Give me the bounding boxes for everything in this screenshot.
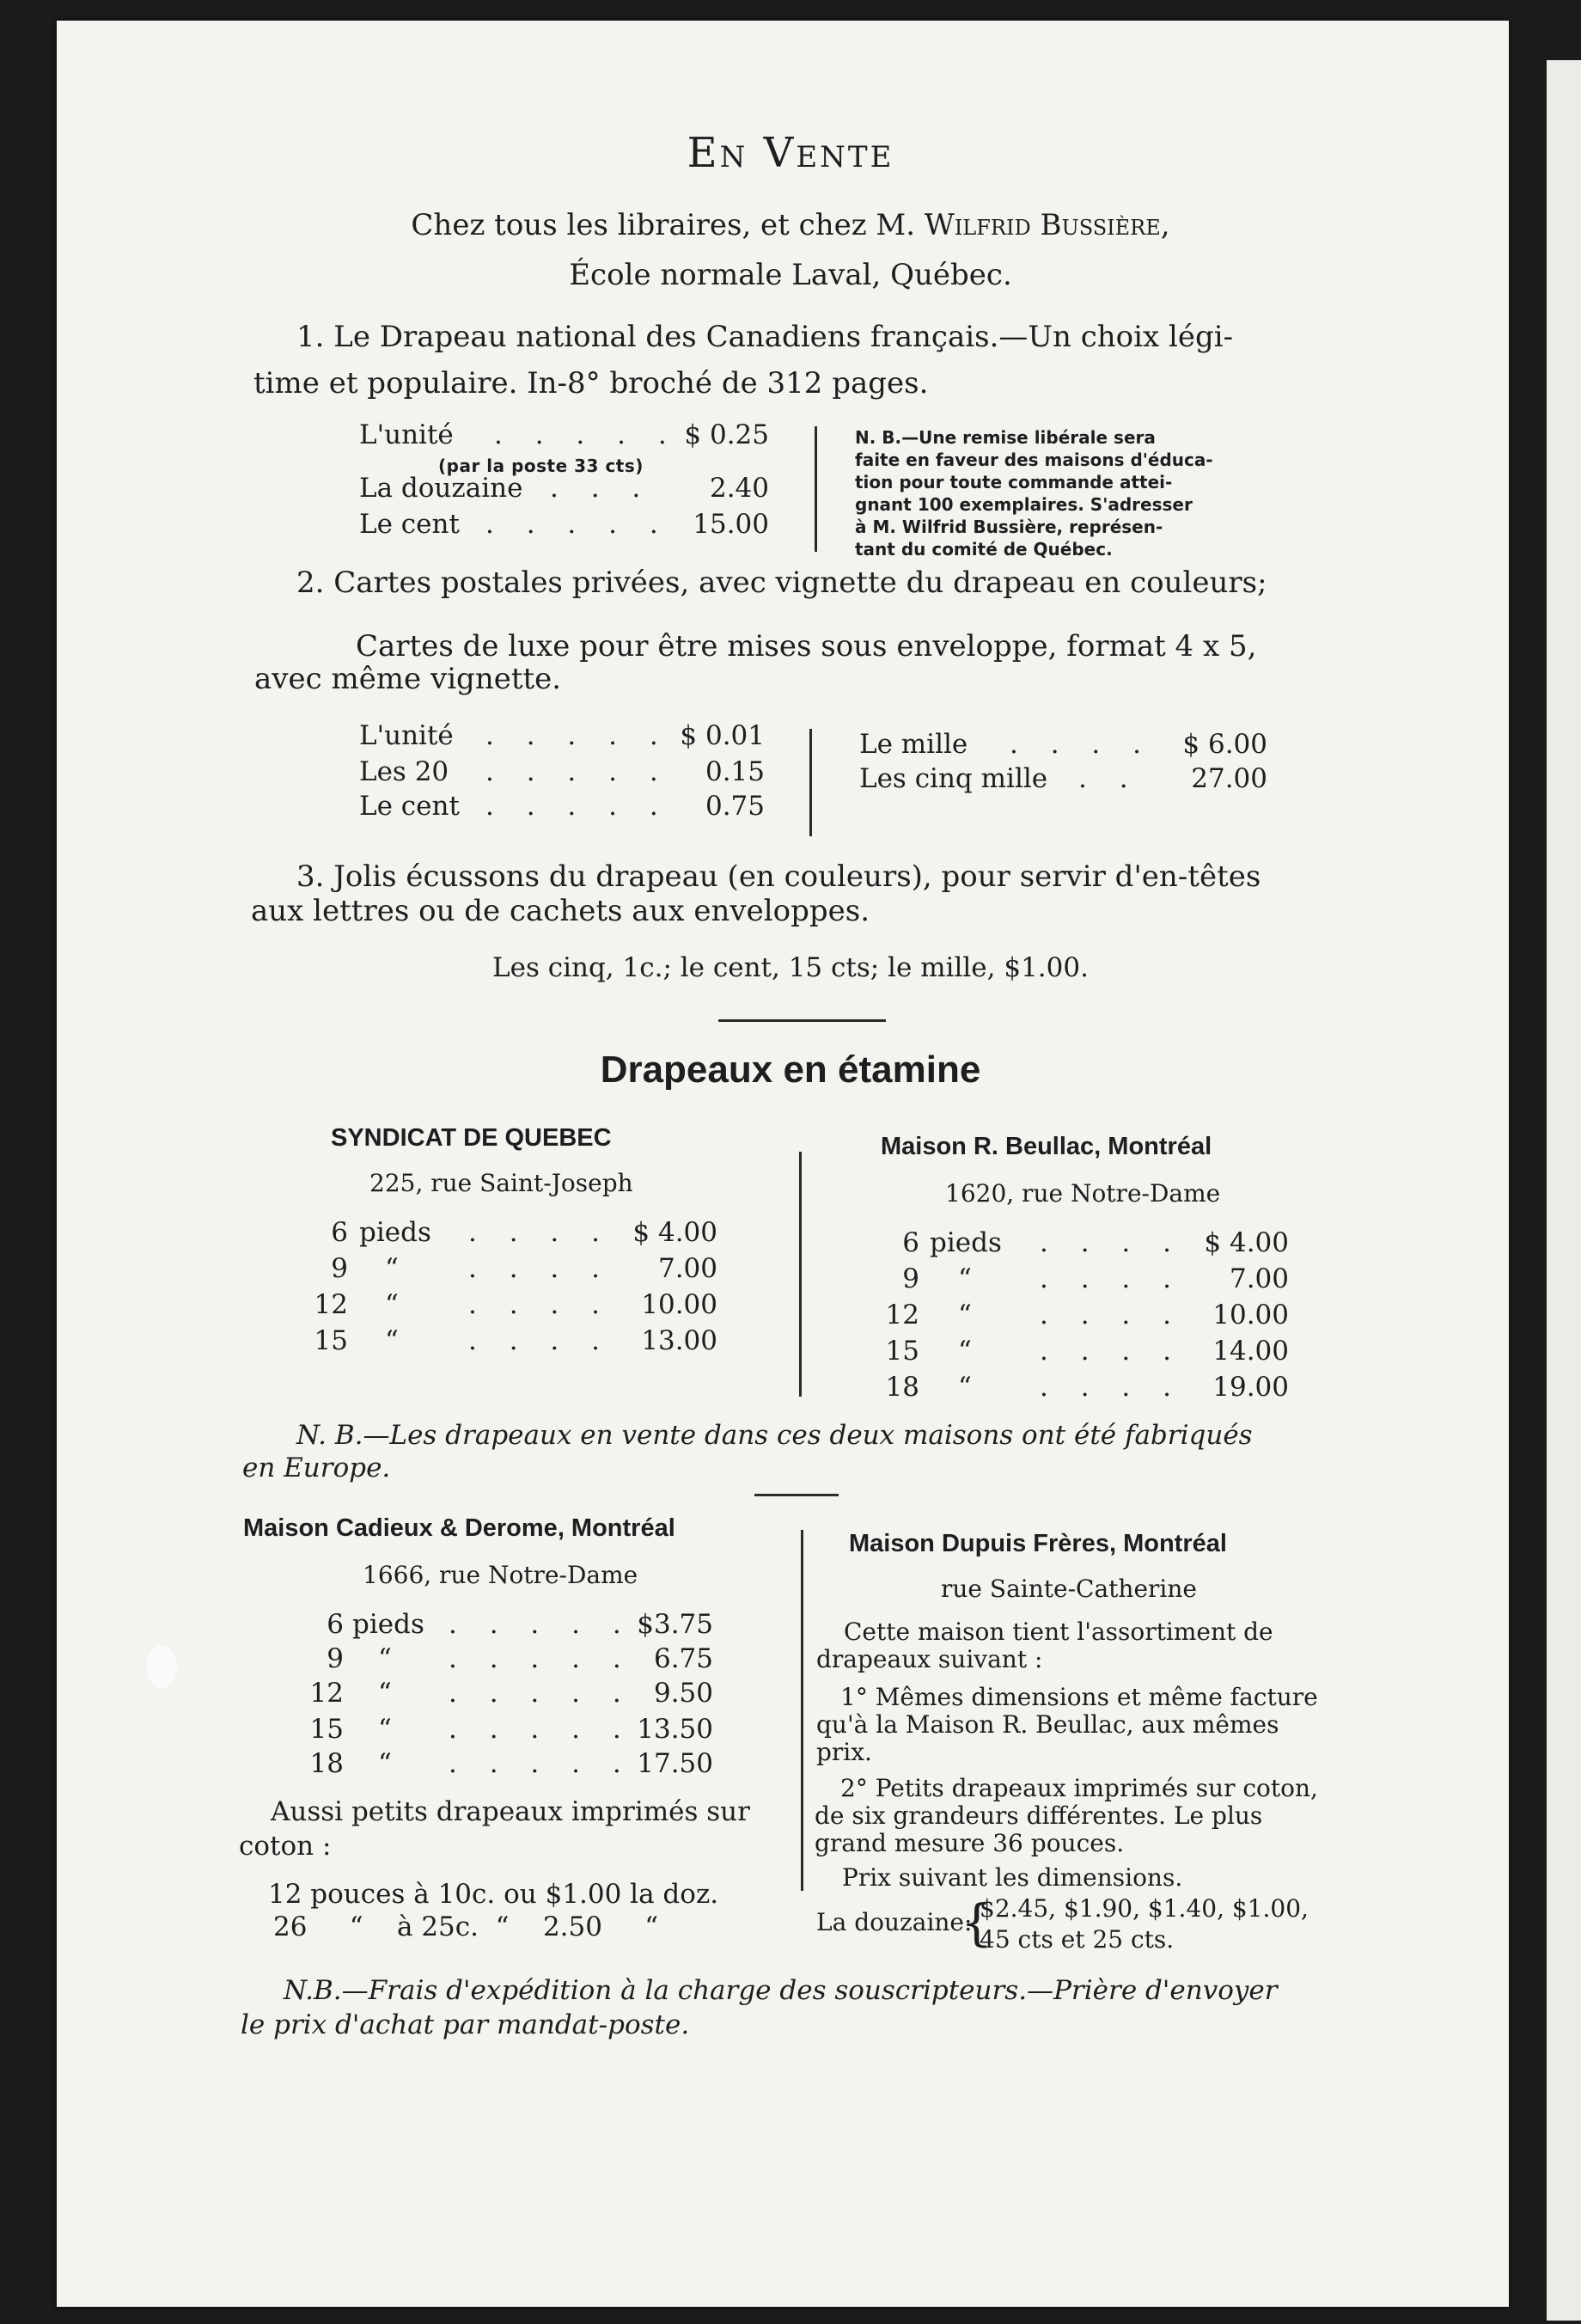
dots: . . . .: [468, 1289, 612, 1320]
cadieux-pouces-line-1: 12 pouces à 10c. ou $1.00 la doz.: [268, 1879, 719, 1910]
shop-address-dupuis: rue Sainte-Catherine: [941, 1575, 1197, 1603]
punch-hole: [146, 1645, 177, 1688]
dupuis-douzaine-line-2: 45 cts et 25 cts.: [980, 1925, 1175, 1954]
unit: pieds: [359, 1217, 431, 1248]
size: 9: [331, 1253, 348, 1284]
price-value: 7.00: [657, 1253, 717, 1284]
cadieux-aussi-line-1: Aussi petits drapeaux imprimés sur: [271, 1796, 750, 1827]
dots: . . . .: [1040, 1300, 1183, 1330]
dots: . . . . .: [449, 1643, 633, 1674]
note-line: tant du comité de Québec.: [855, 539, 1113, 560]
document-page: [57, 21, 1509, 2307]
page-title: En Vente: [687, 129, 894, 177]
price-value: 6.75: [653, 1643, 713, 1674]
size: 12: [885, 1300, 919, 1330]
dupuis-text-line: Prix suivant les dimensions.: [842, 1863, 1183, 1892]
dots: . . . . .: [449, 1714, 633, 1745]
unit: “: [385, 1325, 399, 1356]
item2-line-3: avec même vignette.: [254, 662, 562, 696]
price-value: 17.50: [637, 1748, 713, 1779]
price-label: L'unité: [359, 419, 454, 450]
price-label: La douzaine: [359, 473, 523, 504]
shop-name-beullac: Maison R. Beullac, Montréal: [881, 1133, 1212, 1160]
price-value: 10.00: [1212, 1300, 1289, 1330]
price-value: 9.50: [653, 1678, 713, 1709]
dupuis-text-line: 1° Mêmes dimensions et même facture: [840, 1683, 1318, 1711]
adjacent-page-edge: [1547, 60, 1581, 2321]
brace: {: [961, 1893, 992, 1952]
size: 6: [902, 1227, 919, 1258]
price-value: 0.75: [705, 791, 765, 822]
unit: “: [958, 1372, 972, 1403]
dots: . . . .: [1040, 1372, 1183, 1403]
shop-address-beullac: 1620, rue Notre-Dame: [945, 1179, 1221, 1208]
dots: . . . . .: [449, 1609, 633, 1640]
dupuis-text-line: Cette maison tient l'assortiment de: [844, 1618, 1273, 1646]
intro-line-2: École normale Laval, Québec.: [569, 258, 1012, 292]
size: 18: [309, 1748, 344, 1779]
size: 18: [885, 1372, 919, 1403]
note-line: gnant 100 exemplaires. S'adresser: [855, 494, 1193, 515]
dupuis-text-line: 2° Petits drapeaux imprimés sur coton,: [840, 1774, 1318, 1802]
dots: . . . .: [468, 1325, 612, 1356]
size: 15: [314, 1325, 348, 1356]
dupuis-text-line: prix.: [816, 1738, 872, 1766]
dupuis-text-line: qu'à la Maison R. Beullac, aux mêmes: [816, 1710, 1279, 1739]
shop-name-cadieux: Maison Cadieux & Derome, Montréal: [243, 1514, 675, 1542]
note-line: à M. Wilfrid Bussière, représen-: [855, 517, 1163, 537]
cadieux-pouces-line-2: 26 “ à 25c. “ 2.50 “: [273, 1911, 659, 1942]
note-line: N. B.—Une remise libérale sera: [855, 427, 1156, 448]
price-value: $ 4.00: [632, 1217, 717, 1248]
dots: . . . . .: [449, 1678, 633, 1709]
price-value: 15.00: [693, 509, 769, 540]
intro-name: Wilfrid Bussière,: [924, 208, 1170, 242]
dupuis-text-line: grand mesure 36 pouces.: [815, 1829, 1125, 1857]
column-divider: [815, 426, 817, 552]
dots: . . . .: [1040, 1227, 1183, 1258]
unit: pieds: [930, 1227, 1002, 1258]
note-line: tion pour toute commande attei-: [855, 472, 1173, 492]
section-heading: Drapeaux en étamine: [600, 1049, 981, 1091]
price-dots: . . . . .: [494, 419, 679, 450]
price-value: 0.15: [705, 756, 765, 787]
size: 6: [331, 1217, 348, 1248]
price-value: 27.00: [1191, 763, 1267, 794]
size: 15: [885, 1336, 919, 1367]
note-shipping-line-1: N.B.—Frais d'expédition à la charge des souscripteurs.—Prière d'envoyer: [284, 1975, 1278, 2006]
unit: “: [958, 1336, 972, 1367]
dupuis-douzaine-label: La douzaine:: [816, 1908, 973, 1936]
price-dots: . . . . .: [485, 509, 670, 540]
unit: “: [378, 1643, 392, 1674]
cadieux-aussi-line-2: coton :: [239, 1831, 332, 1862]
intro-line-1: [0, 208, 1581, 242]
size: 6: [327, 1609, 344, 1640]
price-value: 14.00: [1212, 1336, 1289, 1367]
price-value: 2.40: [709, 473, 769, 504]
shop-address-syndicat: 225, rue Saint-Joseph: [369, 1169, 633, 1197]
unit: “: [378, 1714, 392, 1745]
price-note: (par la poste 33 cts): [438, 456, 644, 476]
price-dots: . . . . .: [485, 720, 670, 751]
price-value: $ 0.01: [680, 720, 765, 751]
dots: . . . . .: [449, 1748, 633, 1779]
unit: pieds: [352, 1609, 424, 1640]
price-label: Les 20: [359, 756, 449, 787]
price-label: Le cent: [359, 791, 460, 822]
dots: . . . .: [1040, 1263, 1183, 1294]
dupuis-text-line: de six grandeurs différentes. Le plus: [815, 1801, 1263, 1830]
price-value: 19.00: [1212, 1372, 1289, 1403]
unit: “: [385, 1289, 399, 1320]
price-value: $ 0.25: [684, 419, 769, 450]
separator-rule: [718, 1019, 886, 1022]
unit: “: [958, 1300, 972, 1330]
shop-name-dupuis: Maison Dupuis Frères, Montréal: [849, 1530, 1227, 1557]
item1-line-1: 1. Le Drapeau national des Canadiens français.—Un choix légi-: [296, 320, 1234, 354]
unit: “: [958, 1263, 972, 1294]
dots: . . . .: [468, 1253, 612, 1284]
price-label: Le mille: [859, 729, 968, 760]
price-value: $3.75: [637, 1609, 713, 1640]
price-dots: . . .: [550, 473, 653, 504]
price-value: 7.00: [1229, 1263, 1289, 1294]
intro-prefix: Chez tous les libraires, et chez M.: [411, 208, 925, 242]
price-dots: . .: [1078, 763, 1140, 794]
item3-prices: Les cinq, 1c.; le cent, 15 cts; le mille, $1.00.: [492, 952, 1089, 983]
column-divider: [799, 1152, 802, 1397]
item1-note: [855, 426, 1259, 560]
price-dots: . . . . .: [485, 791, 670, 822]
note-europe-line-1: N. B.—Les drapeaux en vente dans ces deux maisons ont été fabriqués: [296, 1420, 1253, 1451]
unit: “: [378, 1748, 392, 1779]
price-value: $ 4.00: [1204, 1227, 1289, 1258]
size: 9: [327, 1643, 344, 1674]
size: 12: [314, 1289, 348, 1320]
item2-line-2: Cartes de luxe pour être mises sous enveloppe, format 4 x 5,: [356, 629, 1257, 664]
price-label: L'unité: [359, 720, 454, 751]
price-label: Les cinq mille: [859, 763, 1048, 794]
separator-rule: [754, 1494, 839, 1496]
item1-line-2: time et populaire. In-8° broché de 312 pages.: [253, 366, 929, 401]
unit: “: [378, 1678, 392, 1709]
note-line: faite en faveur des maisons d'éduca-: [855, 450, 1213, 470]
price-value: 13.00: [641, 1325, 717, 1356]
price-dots: . . . . .: [485, 756, 670, 787]
size: 12: [309, 1678, 344, 1709]
note-shipping-line-2: le prix d'achat par mandat-poste.: [241, 2009, 690, 2040]
price-value: 13.50: [637, 1714, 713, 1745]
dots: . . . .: [468, 1217, 612, 1248]
dupuis-text-line: drapeaux suivant :: [816, 1645, 1043, 1673]
size: 15: [309, 1714, 344, 1745]
shop-name-syndicat: SYNDICAT DE QUEBEC: [331, 1124, 612, 1152]
item3-line-1: 3. Jolis écussons du drapeau (en couleurs), pour servir d'en-têtes: [296, 859, 1261, 894]
size: 9: [902, 1263, 919, 1294]
dots: . . . .: [1040, 1336, 1183, 1367]
price-value: 10.00: [641, 1289, 717, 1320]
column-divider: [809, 729, 812, 836]
item2-line-1: 2. Cartes postales privées, avec vignette du drapeau en couleurs;: [296, 566, 1267, 600]
column-divider: [801, 1530, 803, 1891]
dupuis-douzaine-line-1: $2.45, $1.90, $1.40, $1.00,: [980, 1894, 1309, 1923]
price-label: Le cent: [359, 509, 460, 540]
shop-address-cadieux: 1666, rue Notre-Dame: [363, 1561, 638, 1589]
item3-line-2: aux lettres ou de cachets aux enveloppes.: [251, 894, 870, 928]
note-europe-line-2: en Europe.: [242, 1452, 391, 1483]
price-dots: . . . .: [1010, 729, 1153, 760]
price-value: $ 6.00: [1182, 729, 1267, 760]
unit: “: [385, 1253, 399, 1284]
